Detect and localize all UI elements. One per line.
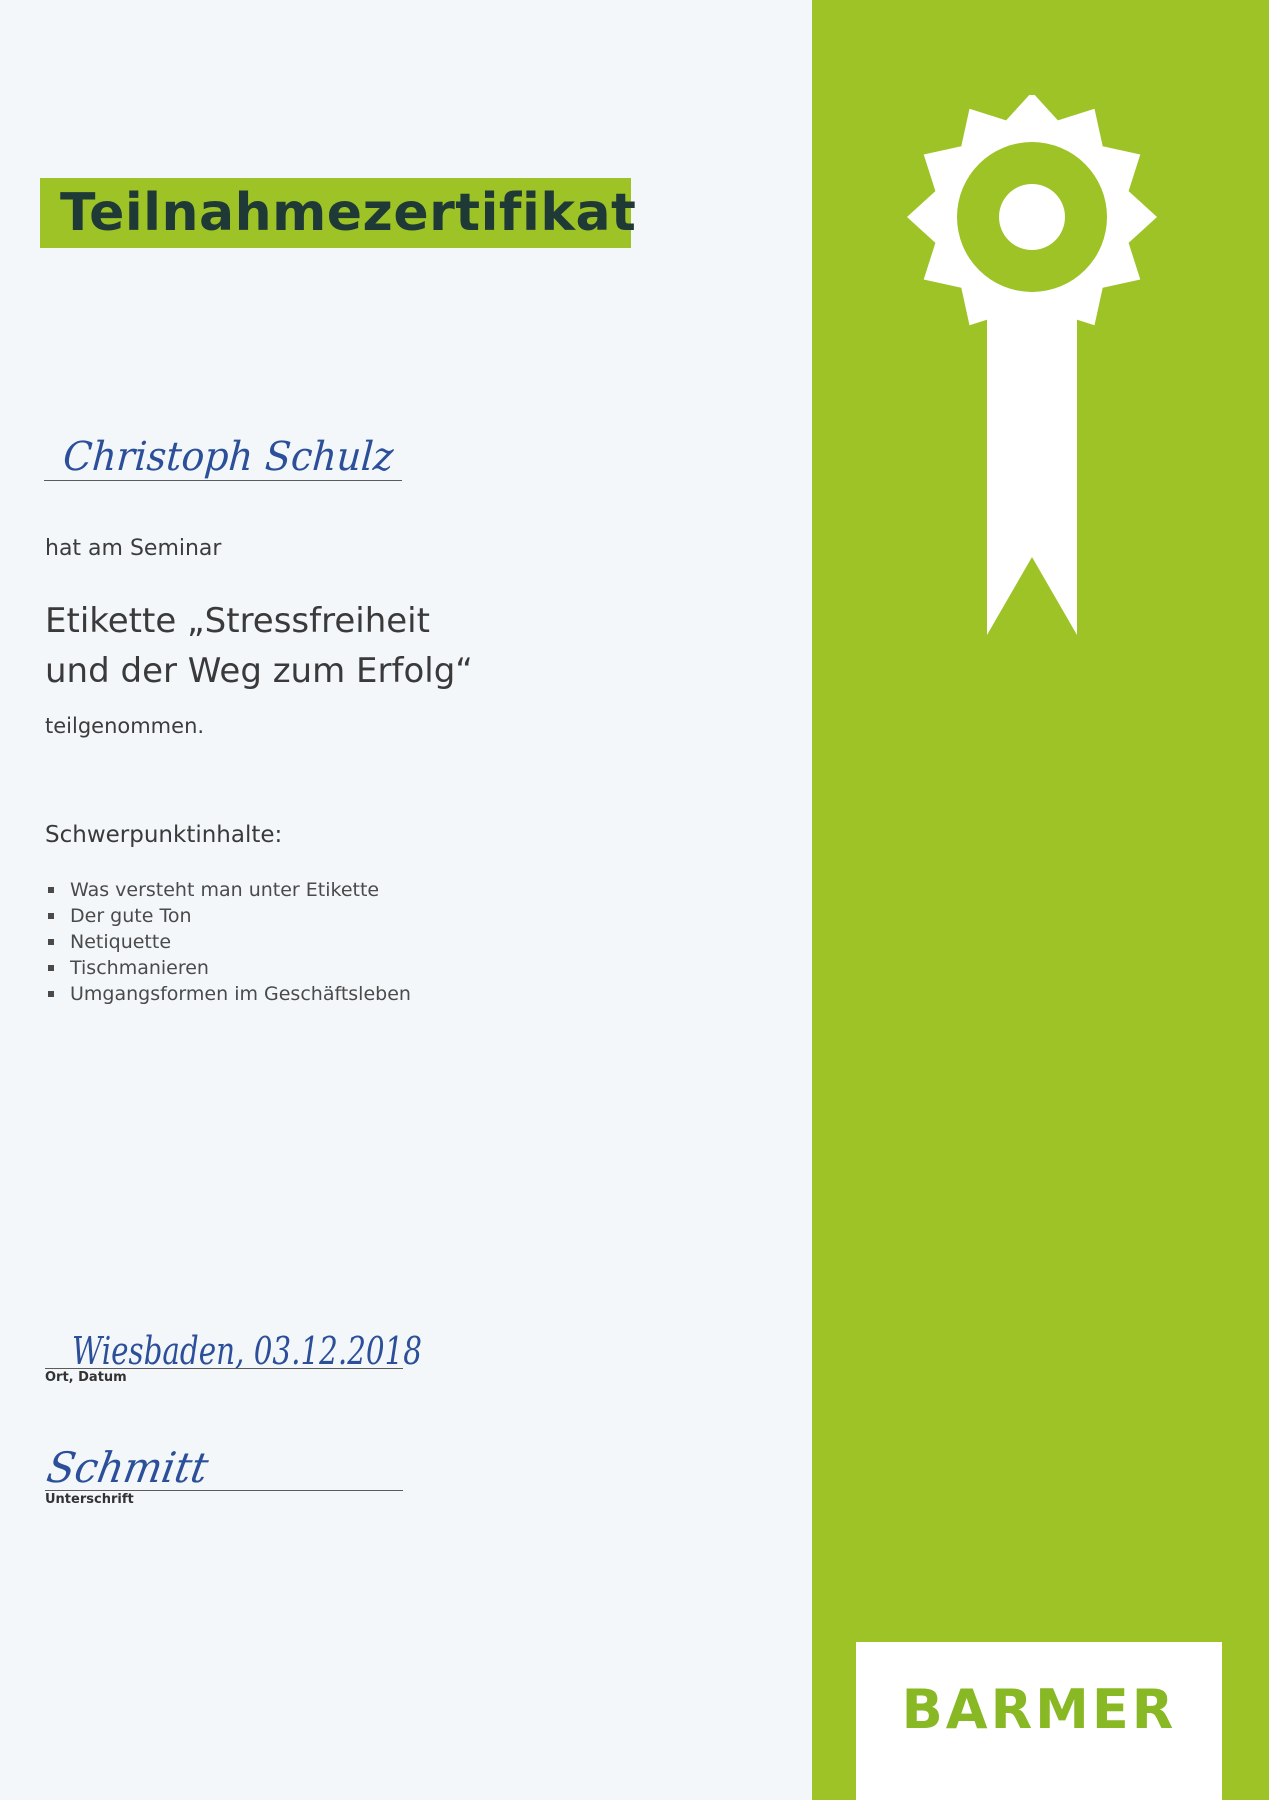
seminar-title-line-2: und der Weg zum Erfolg“ <box>45 651 473 691</box>
brand-logo: BARMER <box>901 1678 1177 1741</box>
list-item: Umgangsformen im Geschäftsleben <box>45 981 411 1007</box>
bullet-icon <box>48 965 54 971</box>
intro-text: hat am Seminar <box>45 536 222 561</box>
list-item: Tischmanieren <box>45 955 411 981</box>
place-date-value: Wiesbaden, 03.12.2018 <box>72 1329 422 1373</box>
focus-heading: Schwerpunktinhalte: <box>45 822 283 848</box>
signature-handwriting <box>43 1432 232 1496</box>
certificate-title: Teilnahmezertifikat <box>60 183 637 243</box>
brand-logo-box <box>856 1642 1222 1800</box>
signature-value: Schmitt <box>43 1443 219 1492</box>
completion-text: teilgenommen. <box>45 714 205 738</box>
signature-label: Unterschrift <box>45 1492 134 1507</box>
bullet-icon <box>48 887 54 893</box>
participant-name: Christoph Schulz <box>61 434 413 480</box>
signature-line <box>45 1490 403 1491</box>
list-item: Netiquette <box>45 929 411 955</box>
seminar-title <box>45 596 473 696</box>
place-date-label: Ort, Datum <box>45 1370 127 1385</box>
list-item: Der gute Ton <box>45 903 411 929</box>
place-date-line <box>45 1368 403 1369</box>
title-banner <box>40 178 637 248</box>
seminar-title-line-1: Etikette „Stressfreiheit <box>45 601 430 641</box>
bullet-icon <box>48 913 54 919</box>
award-rosette-icon <box>905 95 1165 645</box>
place-date-handwriting <box>68 1318 428 1378</box>
bullet-icon <box>48 939 54 945</box>
bullet-icon <box>48 991 54 997</box>
name-underline <box>44 480 402 481</box>
list-item: Was versteht man unter Etikette <box>45 877 411 903</box>
topics-list <box>45 877 411 1007</box>
participant-name-handwriting <box>60 418 420 488</box>
